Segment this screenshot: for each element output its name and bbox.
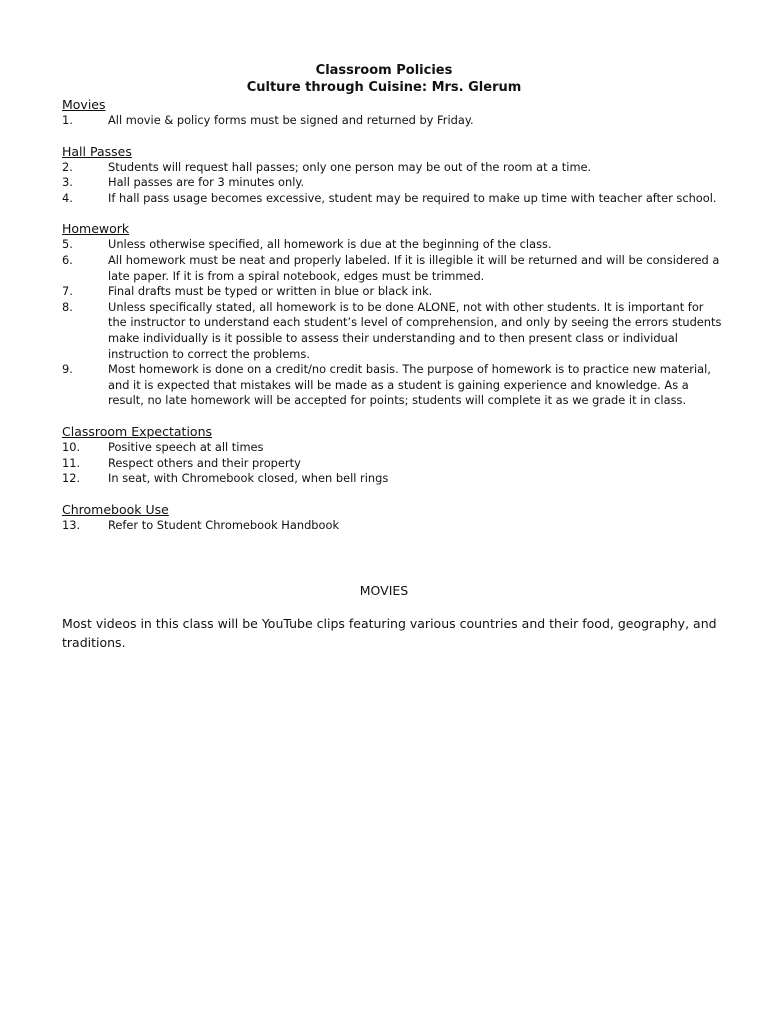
section-heading-classroom-expectations: Classroom Expectations [62,423,213,439]
item-number: 5. [62,237,73,252]
section-movies [62,96,722,129]
list-item [62,456,722,472]
section-chromebook-use [62,501,722,534]
item-text: Unless specifically stated, all homework is to be done ALONE, not with other students. It is important for the instructor to understand each student’s level of comprehension, and only by seeing the errors students make individually is it possible to assess their understanding and to then present class or individual instruction to correct the problems. [108,299,722,361]
movies-heading: MOVIES [359,583,409,598]
list-classroom-expectations [62,440,722,487]
section-homework [62,220,722,409]
section-heading-hall-passes: Hall Passes [62,143,132,159]
item-text: Final drafts must be typed or written in blue or black ink. [108,284,433,299]
list-item [62,362,722,409]
section-heading-homework: Homework [62,221,130,237]
item-text: Refer to Student Chromebook Handbook [108,517,340,532]
list-item [62,160,722,176]
list-item [62,518,722,534]
section-heading-chromebook-use: Chromebook Use [62,501,169,517]
item-number: 13. [62,517,81,532]
item-number: 8. [62,299,73,314]
list-item [62,300,722,362]
item-number: 9. [62,362,73,377]
list-item [62,284,722,300]
item-number: 11. [62,455,81,470]
list-chromebook-use [62,518,722,534]
item-number: 4. [62,190,73,205]
item-number: 3. [62,175,73,190]
list-item [62,237,722,253]
item-text: If hall pass usage becomes excessive, student may be required to make up time with teacher after school. [108,190,717,205]
item-text: In seat, with Chromebook closed, when bell rings [108,471,389,486]
document-subtitle: Culture through Cuisine: Mrs. Glerum [246,80,522,95]
item-number: 10. [62,439,81,454]
item-text: Hall passes are for 3 minutes only. [108,175,305,190]
document-title: Classroom Policies [315,63,453,78]
item-text: Unless otherwise specified, all homework is due at the beginning of the class. [108,237,552,252]
list-item [62,471,722,487]
item-text: All movie & policy forms must be signed and returned by Friday. [108,113,474,127]
item-text: Most homework is done on a credit/no credit basis. The purpose of homework is to practice new material, and it is expected that mistakes will be made as a student is gaining experience and knowledge. As a result, no late homework will be accepted for points; students will complete it as we grade it in class. [108,362,711,408]
list-item [62,175,722,191]
section-classroom-expectations [62,423,722,487]
item-number: 6. [62,252,73,267]
list-hall-passes [62,160,722,207]
list-homework [62,237,722,409]
item-text: Respect others and their property [108,455,301,470]
section-hall-passes [62,143,722,207]
list-movies [62,113,722,129]
section-heading-movies: Movies [62,97,106,112]
item-number: 1. [62,113,73,127]
list-item [62,113,722,129]
document-header [0,62,768,96]
item-text: All homework must be neat and properly labeled. If it is illegible it will be returned and will be considered a late paper. If it is from a spiral notebook, edges must be trimmed. [108,252,720,283]
item-number: 7. [62,284,73,299]
list-item [62,253,722,284]
list-item [62,191,722,207]
item-number: 2. [62,159,73,174]
item-number: 12. [62,471,81,486]
movies-paragraph: Most videos in this class will be YouTube clips featuring various countries and their food, geography, and traditions. [62,616,717,650]
item-text: Students will request hall passes; only one person may be out of the room at a time. [108,159,592,174]
item-text: Positive speech at all times [108,439,264,454]
policy-sections [62,96,722,533]
list-item [62,440,722,456]
